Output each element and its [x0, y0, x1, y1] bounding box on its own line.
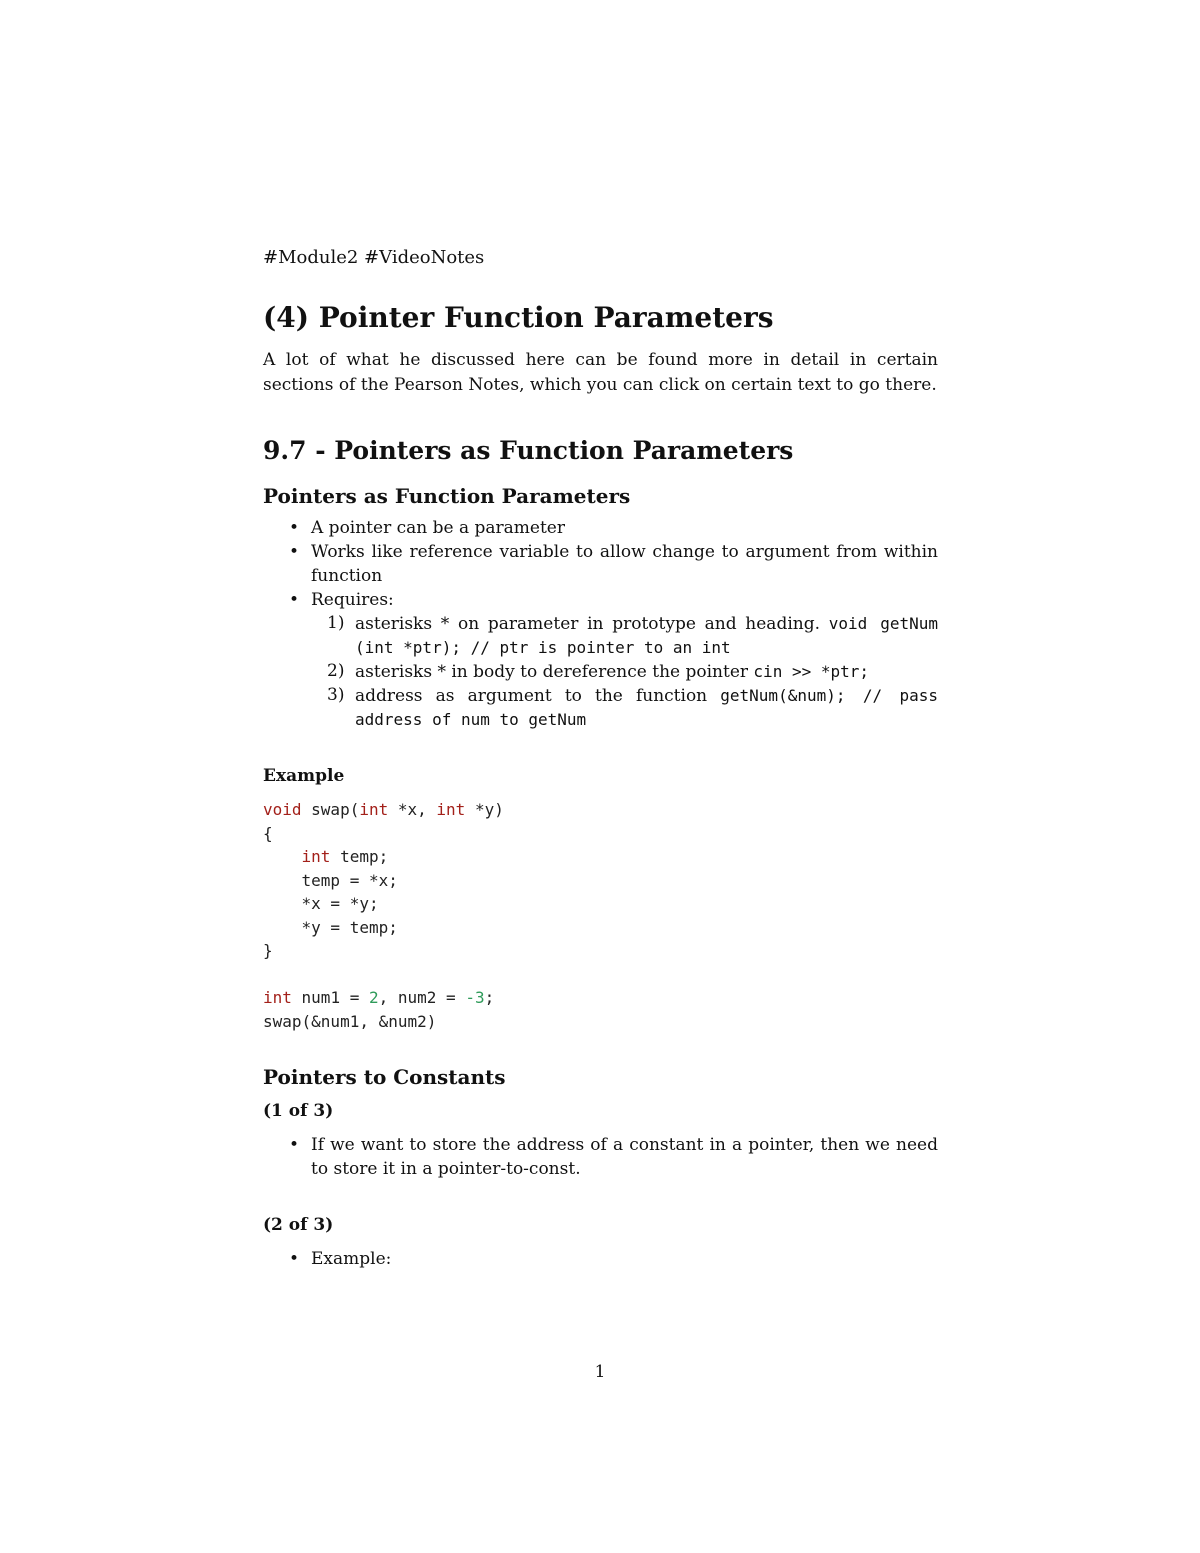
code-block: void swap(int *x, int *y) { int temp; temp = *x; *x = *y; *y = temp; } int num1 = 2, num2 = -3; swap(&num1, &num2) [263, 800, 504, 1031]
bullet-list [263, 1133, 938, 1181]
list-item: • A pointer can be a parameter [289, 518, 565, 538]
inline-code: cin >> *ptr; [753, 662, 870, 681]
inline-code: void getNum (int *ptr); // ptr is pointer to an int [355, 614, 938, 657]
bullet-icon: • [289, 590, 300, 610]
example-title: Example [263, 766, 345, 786]
list-item: • Works like reference variable to allow change to argument from within function [289, 542, 938, 586]
bullet-list [263, 1247, 938, 1271]
requirement-item: 1) asterisks * on parameter in prototype and heading. void getNum (int *ptr); // ptr is pointer to an int [327, 613, 938, 657]
paragraph-title: (2 of 3) [263, 1215, 334, 1235]
inline-code: getNum(&num); // pass address of num to getNum [355, 686, 938, 729]
requirement-item: 3) address as argument to the function getNum(&num); // pass address of num to getNum [327, 685, 938, 729]
tags-line: #Module2 #VideoNotes [263, 247, 485, 268]
bullet-icon: • [289, 542, 300, 562]
subsubsection-title: Pointers as Function Parameters [263, 484, 631, 508]
list-item: • If we want to store the address of a constant in a pointer, then we need to store it in a pointer-to-const. [289, 1135, 938, 1179]
subsection-title: 9.7 - Pointers as Function Parameters [263, 436, 794, 465]
intro-paragraph: A lot of what he discussed here can be found more in detail in certain sections of the Pearson Notes, which you can click on certain text to go there. [263, 350, 938, 395]
section-title: (4) Pointer Function Parameters [263, 301, 774, 334]
bullet-icon: • [289, 1135, 300, 1155]
page-number: 1 [594, 1362, 606, 1382]
requirement-item: 2) asterisks * in body to dereference the pointer cin >> *ptr; [327, 661, 870, 682]
paragraph-title: (1 of 3) [263, 1101, 334, 1121]
requirements-list [311, 612, 938, 732]
list-item: • Requires: 1) asterisks * on parameter in prototype and heading. void getNum (int *ptr); // ptr is pointer to an int 2) asterisks * in body to dereference the pointer cin >> *ptr; 3) address as argument to the function getNum(&num); // pass address of num to getNum [311, 588, 938, 732]
bullet-icon: • [289, 518, 300, 538]
page-content [263, 244, 938, 1271]
bullet-list [263, 516, 938, 732]
subsubsection-title: Pointers to Constants [263, 1065, 506, 1089]
list-item: • Example: [289, 1249, 392, 1269]
bullet-icon: • [289, 1249, 300, 1269]
